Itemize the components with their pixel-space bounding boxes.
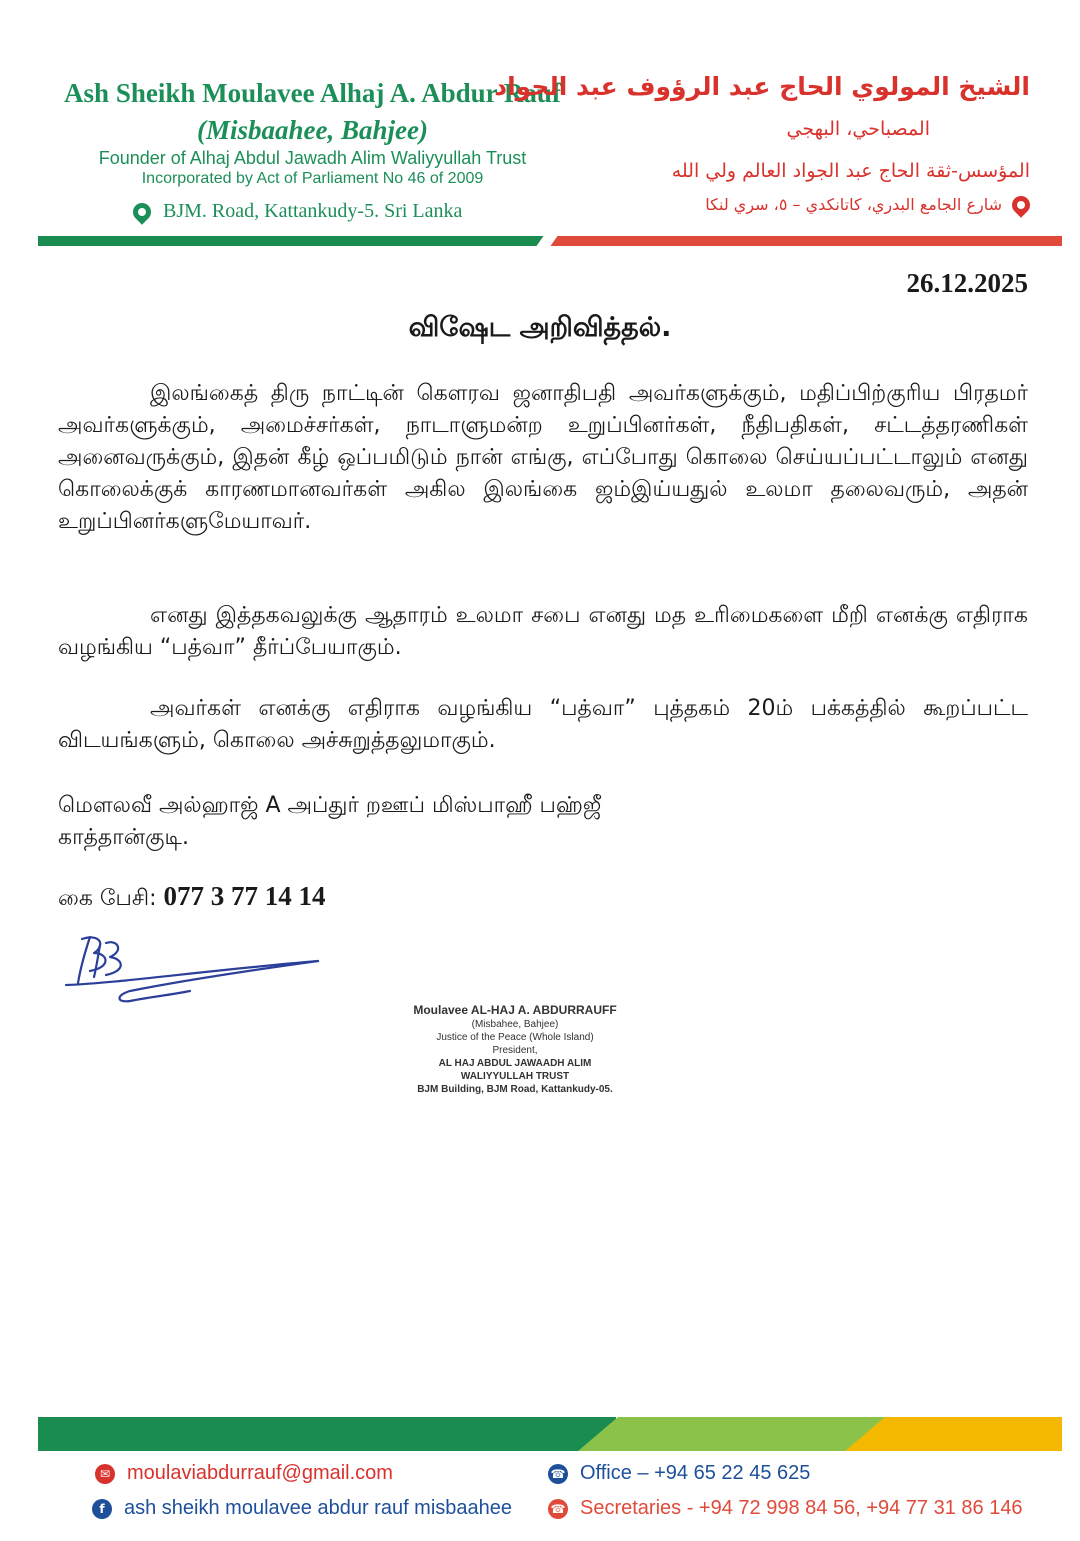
location-pin-icon xyxy=(1008,192,1033,217)
stamp-titles: (Misbahee, Bahjee) xyxy=(471,1019,559,1030)
signer-location: காத்தான்குடி. xyxy=(58,825,189,850)
phone-icon: ☎ xyxy=(548,1499,568,1519)
email-text: moulaviabdurrauf@gmail.com xyxy=(127,1462,393,1484)
header-divider-red xyxy=(550,236,1062,246)
letter-date: 26.12.2025 xyxy=(906,268,1028,298)
address-text-arabic: شارع الجامع البدري، كاتانكدي – ٥، سري لنكا xyxy=(705,195,1002,214)
phone-icon: ☎ xyxy=(548,1464,568,1484)
paragraph-3: அவர்கள் எனக்கு எதிராக வழங்கிய “பத்வா” புத்தகம் 20ம் பக்கத்தில் கூறப்பட்ட விடயங்களும், கொலை அச்சுறுத்தலுமாகும். xyxy=(58,696,1028,753)
email-icon: ✉ xyxy=(95,1464,115,1484)
location-pin-icon xyxy=(129,199,154,224)
signer-name: மௌலவீ அல்ஹாஜ் A அப்துர் றஊப் மிஸ்பாஹீ பஹ்ஜீ xyxy=(58,793,602,818)
letterhead-founder-english: Founder of Alhaj Abdul Jawadh Alim Waliyyullah Trust xyxy=(98,148,527,168)
paragraph-2: எனது இத்தகவலுக்கு ஆதாரம் உலமா சபை எனது மத உரிமைகளை மீறி எனக்கு எதிராக வழங்கிய “பத்வா” தீர்ப்பேயாகும். xyxy=(58,603,1028,660)
phone-label: கை பேசி: xyxy=(58,886,157,911)
footer-secretaries-phone xyxy=(548,1497,1023,1520)
phone-number: 077 3 77 14 14 xyxy=(163,881,326,911)
paragraph-1: இலங்கைத் திரு நாட்டின் கௌரவ ஜனாதிபதி அவர்களுக்கும், மதிப்பிற்குரிய பிரதமர் அவர்களுக்கும், அமைச்சர்கள், நாடாளுமன்ற உறுப்பினர்கள், நீதிபதிகள், சட்டத்தரணிகள் அனைவருக்கும், இதன் கீழ் ஒப்பமிடும் நான் எங்கு, எப்போது கொலை செய்யப்பட்டாலும் எனது கொலைக்குக் காரணமானவர்கள் அகில இலங்கை ஜம்இய்யதுல் உலமா தலைவரும், அதன் உறுப்பினர்களுமேயாவர். xyxy=(58,381,1028,534)
footer-office-phone xyxy=(548,1462,810,1485)
address-text: BJM. Road, Kattankudy-5. Sri Lanka xyxy=(163,200,463,222)
facebook-icon: f xyxy=(92,1499,112,1519)
signer-block xyxy=(58,790,601,854)
stamp-role: President, xyxy=(492,1045,538,1056)
header-divider-green xyxy=(38,236,546,246)
office-text: Office – +94 65 22 45 625 xyxy=(580,1462,811,1484)
letterhead-titles-arabic: المصباحي، البهجي xyxy=(786,118,930,140)
stamp-address: BJM Building, BJM Road, Kattankudy-05. xyxy=(417,1084,613,1095)
footer-email xyxy=(95,1462,393,1485)
stamp-justice: Justice of the Peace (Whole Island) xyxy=(436,1032,594,1043)
letterhead-address-english xyxy=(133,200,462,223)
official-stamp xyxy=(370,1002,660,1096)
footer-bar-lime xyxy=(578,1417,888,1451)
letterhead-titles-english: (Misbaahee, Bahjee) xyxy=(197,115,428,145)
letterhead-founder-arabic: المؤسس-ثقة الحاج عبد الجواد العالم ولي الله xyxy=(671,160,1030,182)
stamp-name: Moulavee AL-HAJ A. ABDURRAUFF xyxy=(413,1003,617,1017)
stamp-trust-line2: WALIYYULLAH TRUST xyxy=(460,1071,570,1082)
secretaries-text: Secretaries - +94 72 998 84 56, +94 77 31 86 146 xyxy=(580,1497,1023,1519)
footer-facebook xyxy=(92,1497,512,1520)
handwritten-signature xyxy=(60,925,330,1015)
footer-bar-green xyxy=(38,1417,616,1451)
stamp-trust-line1: AL HAJ ABDUL JAWAADH ALIM xyxy=(438,1058,592,1069)
letter-title: விஷேட அறிவித்தல். xyxy=(408,312,672,343)
letterhead-name-english: Ash Sheikh Moulavee Alhaj A. Abdur Rauf xyxy=(64,78,561,108)
letterhead-incorporated-english: Incorporated by Act of Parliament No 46 of 2009 xyxy=(141,170,484,187)
facebook-text: ash sheikh moulavee abdur rauf misbaahee xyxy=(124,1497,513,1519)
letterhead-address-arabic xyxy=(705,195,1030,214)
phone-line xyxy=(58,881,326,914)
letterhead-name-arabic: الشيخ المولوي الحاج عبد الرؤوف عبد الجواد xyxy=(494,72,1030,101)
